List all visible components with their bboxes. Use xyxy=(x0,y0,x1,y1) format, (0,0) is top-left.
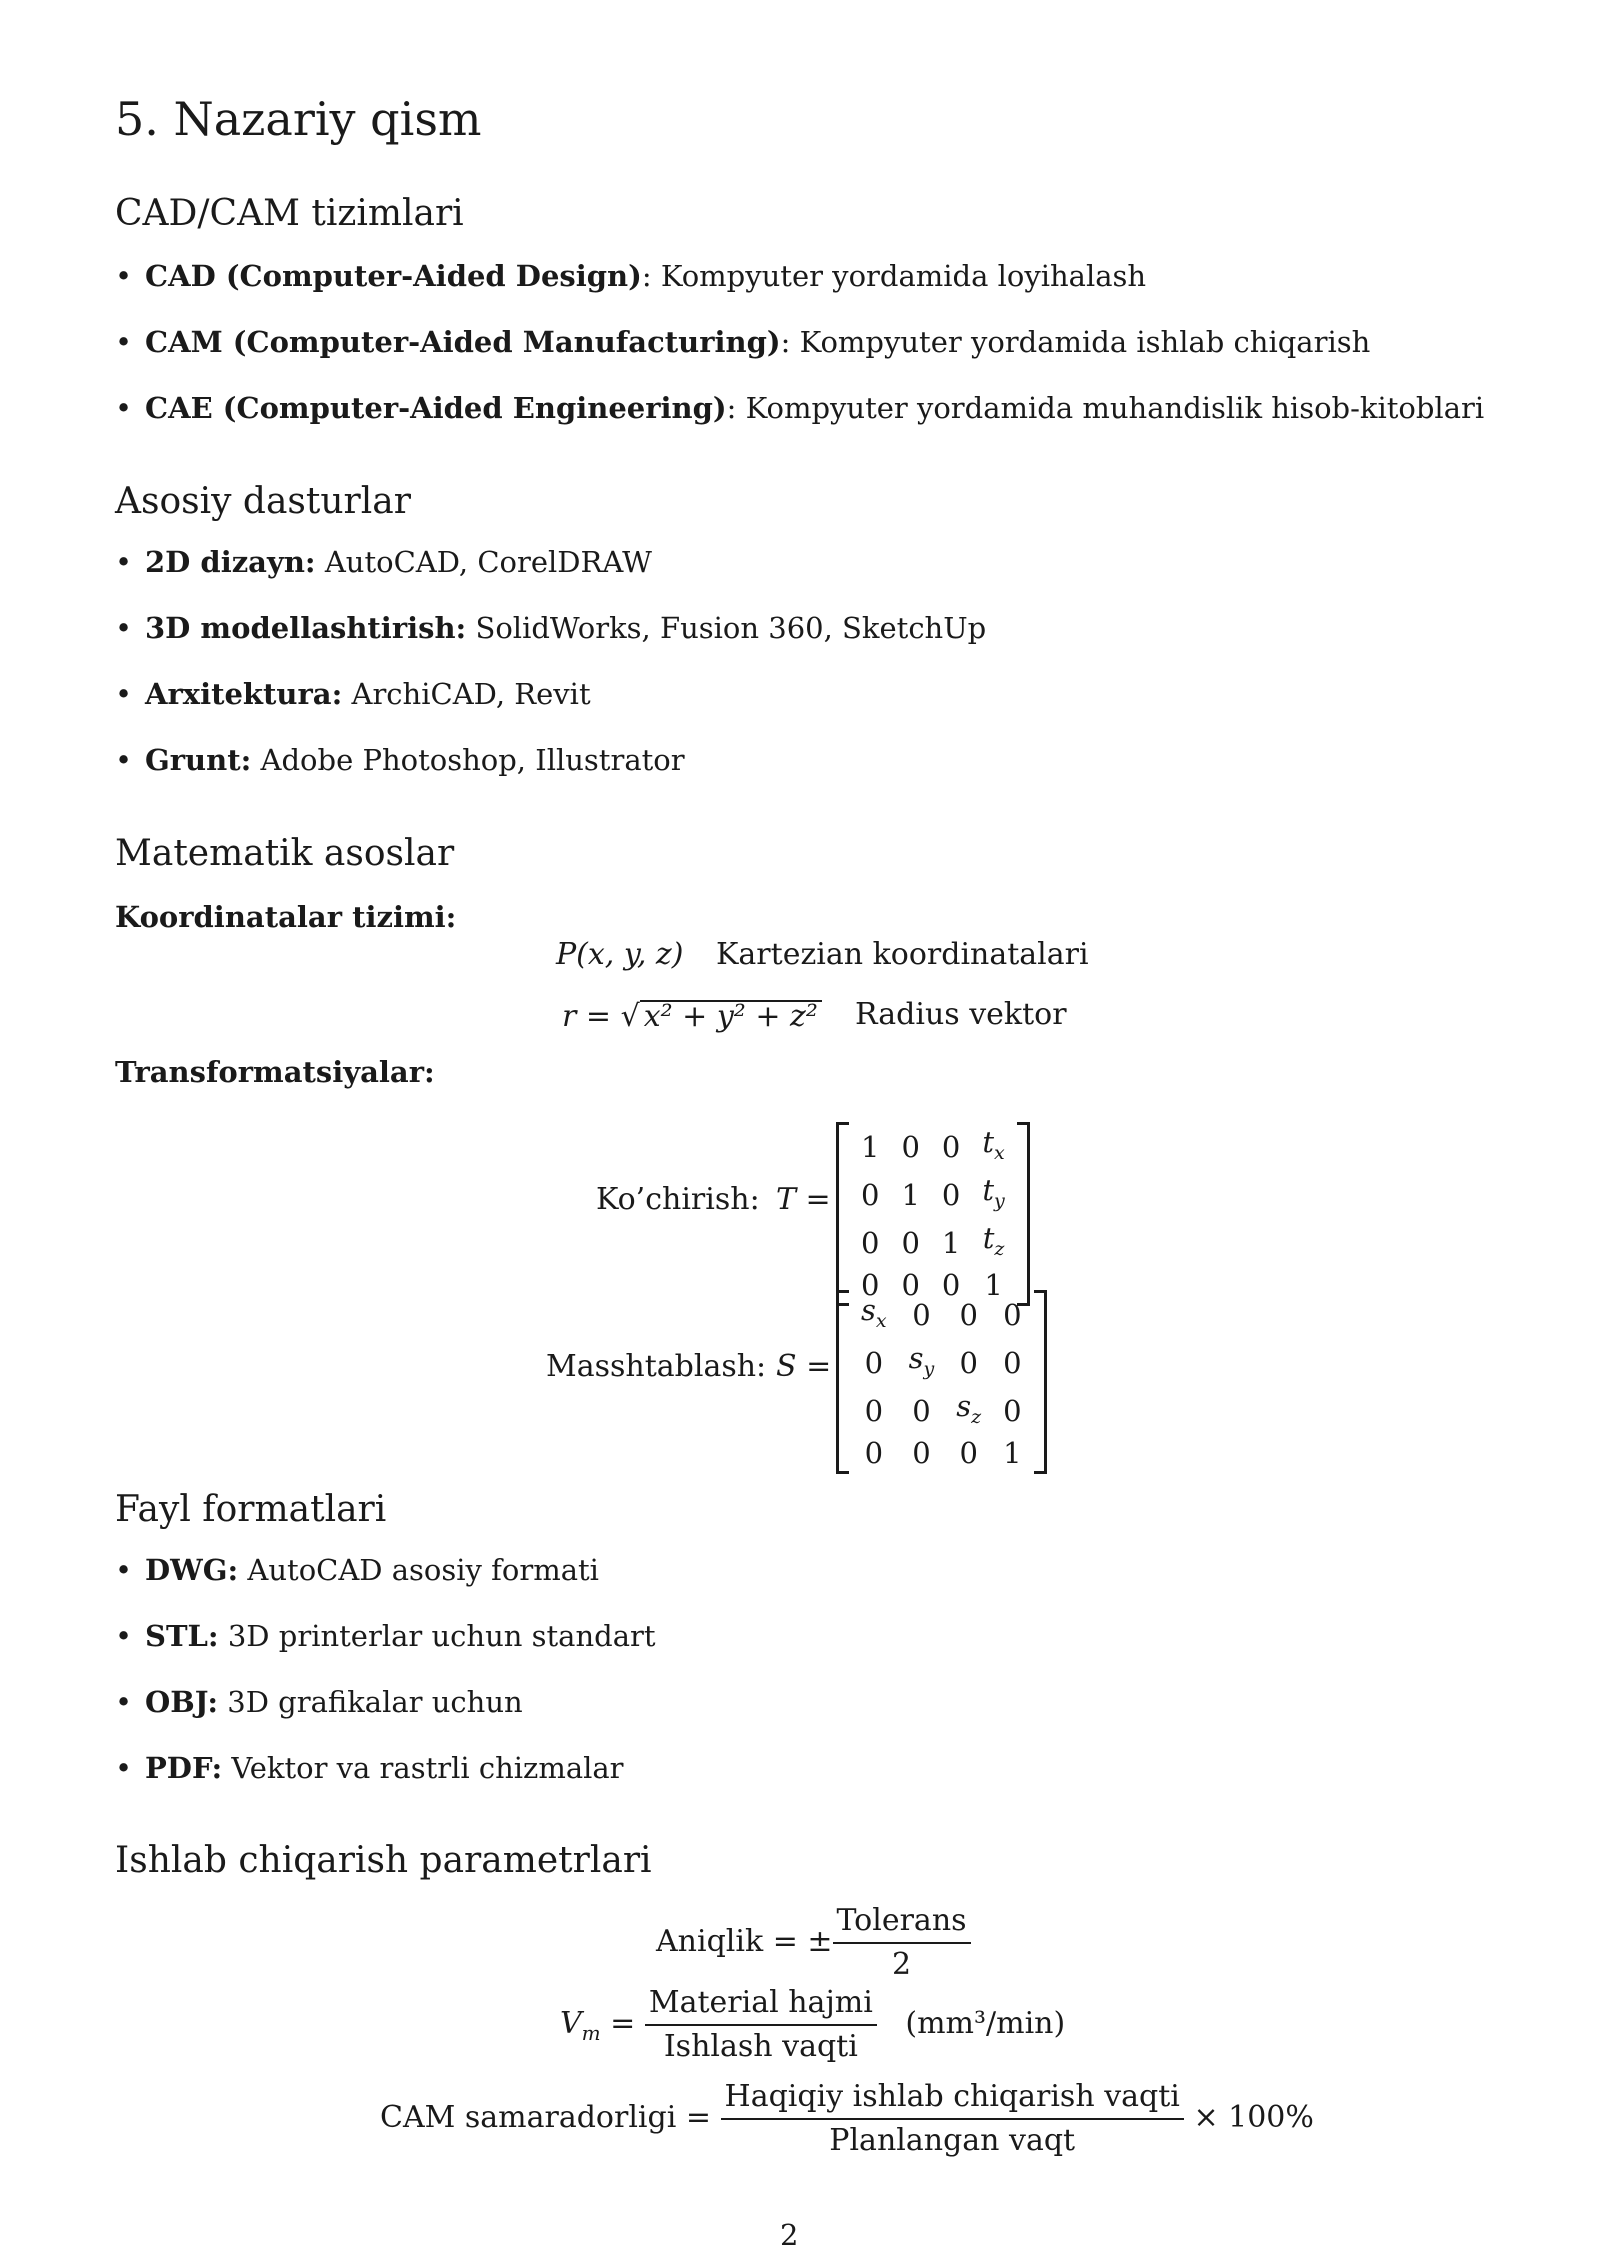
vm-fraction xyxy=(645,1985,877,2064)
point-expression xyxy=(556,937,684,972)
item-term: OBJ: xyxy=(145,1685,219,1719)
accuracy-fraction xyxy=(833,1903,971,1982)
item-term: STL: xyxy=(145,1619,219,1653)
matrix-cell: 1 xyxy=(1003,1436,1022,1471)
section-title: 5. Nazariy qism xyxy=(115,92,482,146)
bullet-icon: • xyxy=(115,259,133,293)
matrix-cell: $s_y$ xyxy=(908,1340,935,1380)
accuracy-formula xyxy=(656,1903,971,1982)
item-term: Arxitektura: xyxy=(145,677,343,711)
matrix-row xyxy=(850,1340,1033,1388)
matrix-cell: 0 xyxy=(864,1436,884,1471)
item-desc: ArchiCAD, Revit xyxy=(342,677,591,711)
list-item xyxy=(115,611,987,645)
matrix-cell: 1 xyxy=(984,1268,1003,1303)
matrix-row xyxy=(850,1124,1016,1172)
list-item xyxy=(115,391,1485,425)
radius-expression xyxy=(562,1000,822,1032)
matrix-row xyxy=(850,1220,1016,1268)
item-desc: Vektor va rastrli chizmalar xyxy=(222,1751,624,1785)
vm-symbol: V xyxy=(560,2006,582,2041)
bracket-left xyxy=(836,1122,849,1306)
heading-math: Matematik asoslar xyxy=(115,833,455,874)
bullet-icon: • xyxy=(115,325,133,359)
matrix-row xyxy=(850,1172,1016,1220)
list-item xyxy=(115,545,652,579)
matrix-cell: 0 xyxy=(901,1130,920,1165)
bullet-icon: • xyxy=(115,743,133,777)
bullet-icon: • xyxy=(115,391,133,425)
heading-formats: Fayl formatlari xyxy=(115,1489,387,1530)
matrix-cell: $t_z$ xyxy=(982,1220,1005,1260)
bullet-icon: • xyxy=(115,1619,133,1653)
scale-matrix xyxy=(836,1290,1047,1474)
list-item xyxy=(115,259,1147,293)
coords-label: Koordinatalar tizimi: xyxy=(115,900,457,934)
scale-label: Masshtablash: xyxy=(546,1349,767,1384)
scale-symbol: S = xyxy=(776,1349,832,1384)
list-item xyxy=(115,1619,656,1653)
matrix-row xyxy=(850,1292,1033,1340)
matrix-cell: 0 xyxy=(941,1268,961,1303)
item-desc: 3D printerlar uchun standart xyxy=(218,1619,656,1653)
radius-radicand: x² + y² + z² xyxy=(640,1000,822,1032)
matrix-cell: $t_x$ xyxy=(982,1125,1005,1164)
matrix-cell: 0 xyxy=(941,1178,961,1213)
heading-cadcam: CAD/CAM tizimlari xyxy=(115,193,464,234)
heading-software: Asosiy dasturlar xyxy=(115,481,411,522)
translate-matrix xyxy=(836,1122,1030,1306)
efficiency-lhs: CAM samaradorligi = xyxy=(380,2100,711,2135)
bracket-right xyxy=(1034,1290,1047,1474)
matrix-cell: 0 xyxy=(861,1268,880,1303)
vm-unit: (mm³/min) xyxy=(905,2006,1066,2041)
list-item xyxy=(115,743,685,777)
item-term: 3D modellashtirish: xyxy=(145,611,467,645)
list-item xyxy=(115,677,591,711)
efficiency-denominator: Planlangan vaqt xyxy=(829,2123,1076,2158)
accuracy-numerator: Tolerans xyxy=(833,1906,971,1944)
item-desc: : Kompyuter yordamida loyihalash xyxy=(641,259,1147,293)
radius-description: Radius vektor xyxy=(855,997,1067,1032)
vm-denominator: Ishlash vaqti xyxy=(663,2029,858,2064)
matrix-cell: $t_y$ xyxy=(982,1172,1005,1212)
item-desc: : Kompyuter yordamida muhandislik hisob-kitoblari xyxy=(726,391,1485,425)
efficiency-numerator: Haqiqiy ishlab chiqarish vaqti xyxy=(721,2082,1184,2120)
matrix-cell: 0 xyxy=(901,1268,920,1303)
matrix-row xyxy=(850,1435,1033,1472)
efficiency-tail: × 100% xyxy=(1193,2100,1314,2135)
bullet-icon: • xyxy=(115,1685,133,1719)
matrix-cell: 1 xyxy=(941,1225,961,1260)
item-desc: SolidWorks, Fusion 360, SketchUp xyxy=(466,611,987,645)
efficiency-formula xyxy=(380,2079,1314,2158)
vm-formula xyxy=(560,1985,1066,2064)
list-item xyxy=(115,325,1371,359)
item-desc: : Kompyuter yordamida ishlab chiqarish xyxy=(780,325,1371,359)
matrix-cell: 1 xyxy=(901,1178,920,1213)
item-term: Grunt: xyxy=(145,743,252,777)
matrix-cell: 0 xyxy=(864,1346,884,1381)
matrix-table xyxy=(850,1292,1033,1472)
matrix-cell: 0 xyxy=(959,1436,978,1471)
translate-symbol: T = xyxy=(776,1182,831,1217)
item-term: CAD (Computer-Aided Design) xyxy=(145,259,642,293)
item-desc: AutoCAD asosiy formati xyxy=(238,1553,599,1587)
matrix-cell: 0 xyxy=(912,1436,931,1471)
bullet-icon: • xyxy=(115,611,133,645)
bracket-right xyxy=(1017,1122,1030,1306)
list-item xyxy=(115,1685,523,1719)
matrix-cell: 1 xyxy=(861,1130,880,1165)
matrix-cell: 0 xyxy=(941,1130,961,1165)
bracket-left xyxy=(836,1290,849,1474)
accuracy-denominator: 2 xyxy=(891,1947,912,1982)
vm-numerator: Material hajmi xyxy=(645,1988,877,2026)
matrix-cell: 0 xyxy=(912,1393,931,1428)
item-desc: 3D grafikalar uchun xyxy=(218,1685,523,1719)
bullet-icon: • xyxy=(115,1751,133,1785)
sqrt-icon: √ xyxy=(620,999,640,1034)
item-term: CAM (Computer-Aided Manufacturing) xyxy=(145,325,781,359)
matrix-cell: $s_x$ xyxy=(861,1293,887,1332)
translate-label: Ko’chirish: xyxy=(596,1182,760,1217)
efficiency-fraction xyxy=(721,2079,1184,2158)
list-item xyxy=(115,1751,624,1785)
bullet-icon: • xyxy=(115,1553,133,1587)
point-expr: P(x, y, z) xyxy=(556,937,684,972)
item-desc: AutoCAD, CorelDRAW xyxy=(315,545,652,579)
matrix-cell: 0 xyxy=(912,1298,931,1333)
matrix-cell: $s_z$ xyxy=(956,1388,982,1428)
page-number: 2 xyxy=(780,2218,799,2252)
vm-subscript: m xyxy=(581,2021,601,2045)
list-item xyxy=(115,1553,599,1587)
radius-lhs: r = xyxy=(562,999,612,1034)
matrix-cell: 0 xyxy=(861,1225,880,1260)
accuracy-lhs: Aniqlik = ± xyxy=(656,1924,833,1959)
item-term: CAE (Computer-Aided Engineering) xyxy=(145,391,727,425)
matrix-cell: 0 xyxy=(959,1346,978,1381)
point-description: Kartezian koordinatalari xyxy=(716,937,1089,972)
matrix-cell: 0 xyxy=(1003,1298,1022,1333)
matrix-cell: 0 xyxy=(861,1178,880,1213)
item-desc: Adobe Photoshop, Illustrator xyxy=(251,743,685,777)
bullet-icon: • xyxy=(115,545,133,579)
matrix-cell: 0 xyxy=(1003,1346,1022,1381)
vm-equals: = xyxy=(600,2006,636,2041)
item-term: 2D dizayn: xyxy=(145,545,316,579)
item-term: DWG: xyxy=(145,1553,239,1587)
matrix-row xyxy=(850,1388,1033,1436)
heading-params: Ishlab chiqarish parametrlari xyxy=(115,1840,652,1881)
matrix-cell: 0 xyxy=(901,1225,920,1260)
item-term: PDF: xyxy=(145,1751,223,1785)
transforms-label: Transformatsiyalar: xyxy=(115,1055,435,1089)
matrix-table xyxy=(850,1124,1016,1304)
bullet-icon: • xyxy=(115,677,133,711)
matrix-cell: 0 xyxy=(864,1393,884,1428)
matrix-cell: 0 xyxy=(959,1298,978,1333)
matrix-cell: 0 xyxy=(1003,1393,1022,1428)
